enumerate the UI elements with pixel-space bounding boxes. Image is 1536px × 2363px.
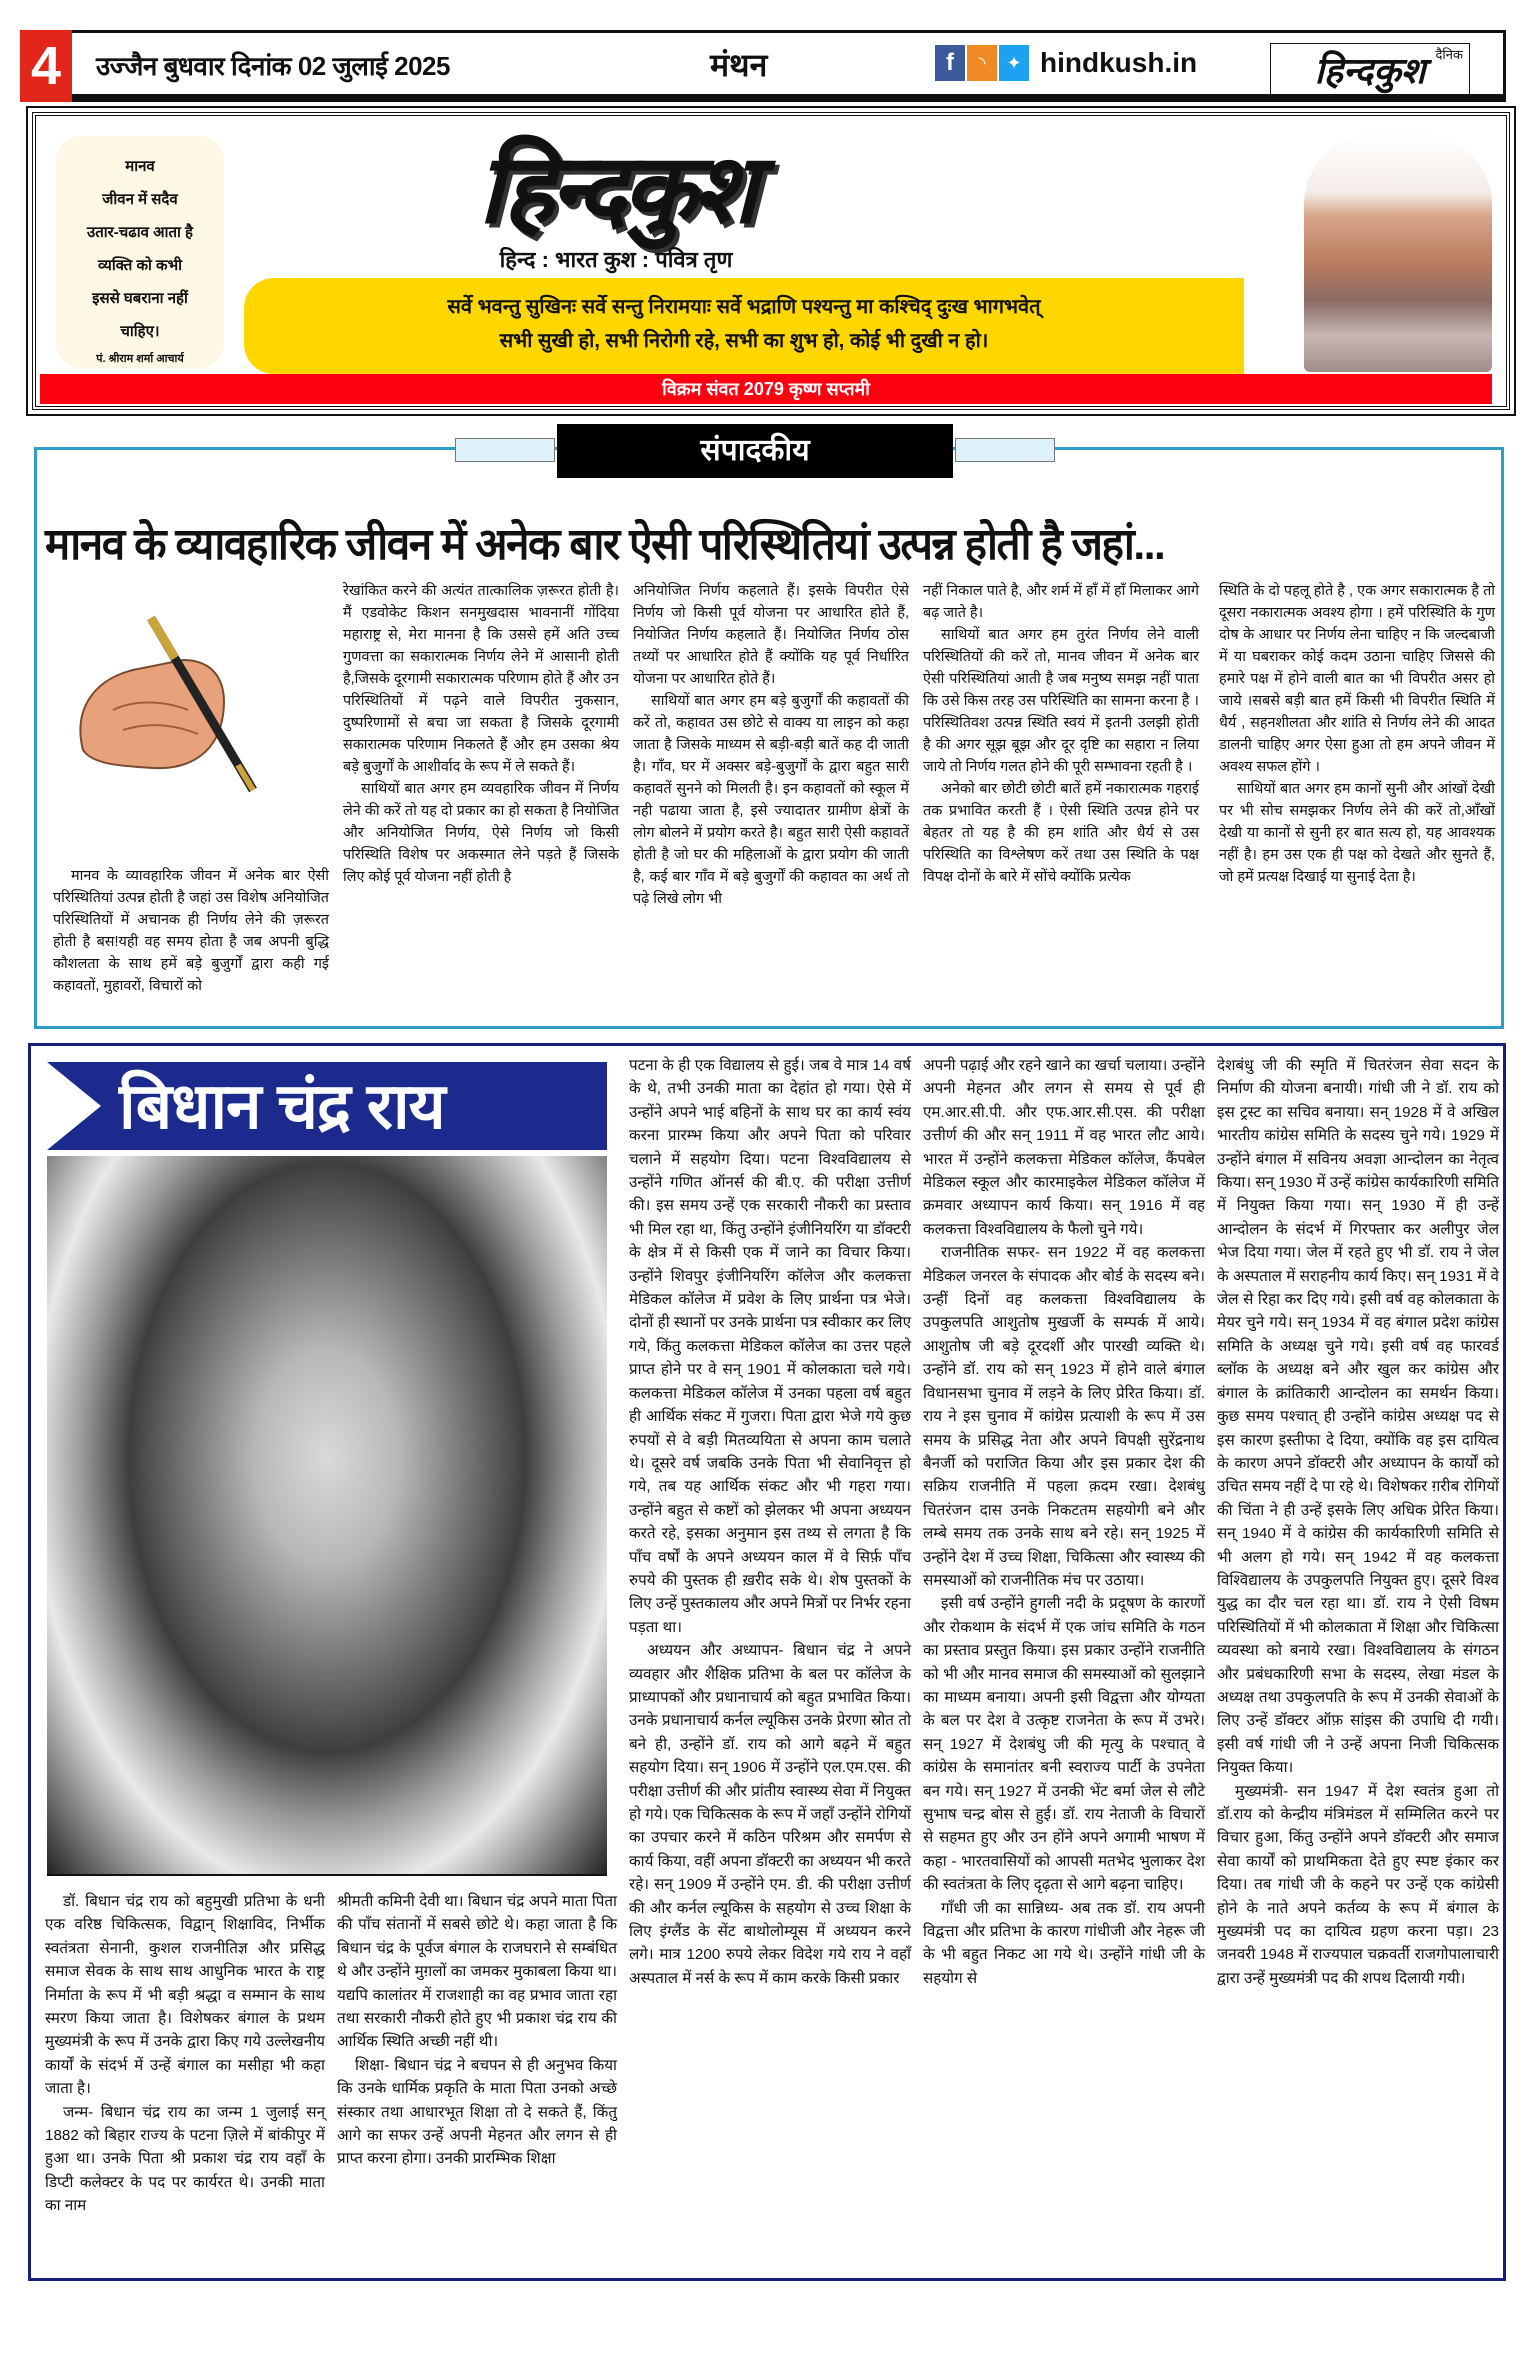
paragraph: देशबंधु जी की स्मृति में चितरंजन सेवा सदन के निर्माण की योजना बनायी। गांधी जी ने डॉ. राय को इस ट्रस्ट का सचिव बनाया। सन् 1928 में वे अखिल भारतीय कांग्रेस समिति के सदस्य चुने गये। 1929 में उन्होंने बंगाल में सविनय अवज्ञा आन्दोलन का नेतृत्व किया। सन् 1930 में उन्हें कांग्रेस कार्यकारिणी समिति में नियुक्त किया गया। सन् 1930 में ही उन्हें आन्दोलन के संदर्भ में गिरफ्तार कर अलीपुर जेल भेज दिया गया। जेल में रहते हुए भी डॉ. राय ने जेल के अस्पताल में सराहनीय कार्य किए। सन् 1931 में वे जेल से रिहा कर दिए गये। इसी वर्ष वह कोलकाता के मेयर चुने गये। सन् 1934 में वह बंगाल प्रदेश कांग्रेस समिति के अध्यक्ष चुने गये। इसी वर्ष वह फारवर्ड ब्लॉक के अध्यक्ष बने और खुल कर कांग्रेस और बंगाल के क्रांतिकारी आन्दोलन का समर्थन किया। कुछ समय पश्चात् ही उन्होंने कांग्रेस अध्यक्ष पद से इस कारण इस्तीफा दे दिया, क्योंकि वह इस दायित्व के कारण अपने डॉक्टरी और अध्यापन के कार्यों को उचित समय नहीं दे पा रहे थे। विशेषकर ग़रीब रोगियों की चिंता ने ही उन्हें इसके लिए अधिक प्रेरित किया। सन् 1940 में वे कांग्रेस की कार्यकारिणी समिति से भी अलग हो गये। सन् 1942 में वह कलकत्ता विश्विद्यालय के उपकुलपति नियुक्त हुए। दूसरे विश्व युद्ध का दौर चल रहा था। डॉ. राय ने ऐसी विषम परिस्थितियों में भी कोलकाता में शिक्षा और चिकित्सा व्यवस्था को बनाये रखा। विश्वविद्यालय के संगठन और प्रबंधकारिणी सभा के सदस्य, लेखा मंडल के अध्यक्ष तथा उपकुलपति के रूप में उनकी सेवाओं के लिए उन्हें डॉक्टर ऑफ़ सांइस की उपाधि दी गयी। इसी वर्ष गांधी जी ने उन्हें अपना निजी चिकित्सक नियुक्त किया। (1217, 1057, 1499, 1777)
paragraph: शिक्षा- बिधान चंद्र ने बचपन से ही अनुभव किया कि उनके धार्मिक प्रकृति के माता पिता उनको अच्छे संस्कार तथा आधारभूत शिक्षा तो दे सकते हैं, किंतु आगे का सफर उन्हें अपनी मेहनत और लगन से ही प्राप्त करना होगा। उनकी प्रारम्भिक शिक्षा (337, 2056, 617, 2168)
pen-hand-illustration (53, 600, 273, 800)
biography-column-4 (923, 1054, 1205, 1990)
paragraph: पटना के ही एक विद्यालय से हुई। जब वे मात्र 14 वर्ष के थे, तभी उनकी माता का देहांत हो गया। ऐसे में उन्होंने अपने भाई बहिनों के साथ घर का कार्य स्वंय करना प्रारम्भ किया और अपने पिता को परिवार चलाने में सहयोग दिया। पटना विश्वविद्यालय से उन्होंने गणित ऑनर्स की बी.ए. की परीक्षा उत्तीर्ण की। इस समय उन्हें एक सरकारी नौकरी का प्रस्ताव भी मिल रहा था, किंतु उन्होंने इंजीनियरिंग या डॉक्टरी के क्षेत्र में से किसी एक में जाने का विचार किया। उन्होंने शिवपुर इंजीनियरिंग कॉलेज और कलकत्ता मेडिकल कॉलेज में प्रवेश के लिए प्रार्थना पत्र भेजे। दोनों ही स्थानों पर उनके प्रार्थना पत्र स्वीकार कर लिए गये, किंतु कलकत्ता मेडिकल कॉलेज का उत्तर पहले प्राप्त होने पर वे सन् 1901 में कोलकाता चले गये। कलकत्ता मेडिकल कॉलेज में उनका पहला वर्ष बहुत ही आर्थिक संकट में गुजरा। पिता द्वारा भेजे गये कुछ रुपयों से वे बड़ी मितव्ययिता से अपना काम चलाते थे। दूसरे वर्ष जबकि उनके पिता भी सेवानिवृत्त हो गये, तब यह आर्थिक संकट और भी गहरा गया। उन्होंने बहुत से कष्टों को झेलकर भी अपना अध्ययन करते रहे, इसका अनुमान इस तथ्य से लगता है कि पाँच वर्षों के अपने अध्ययन काल में वे सिर्फ़ पाँच रुपये की पुस्तक ही ख़रीद सके थे। शेष पुस्तकों के लिए उन्हें पुस्तकालय और अपने मित्रों पर निर्भर रहना पड़ता था। (629, 1057, 911, 1636)
editorial-column-1 (53, 865, 329, 997)
samvat-band: विक्रम संवत 2079 कृष्ण सप्तमी (40, 374, 1492, 404)
section-name: मंथन (710, 47, 768, 83)
quote-line: इससे घबराना नहीं (92, 290, 188, 307)
mini-logo (1270, 43, 1470, 95)
paragraph: गाँधी जी का सान्निध्य- अब तक डॉ. राय अपनी विद्वत्ता और प्रतिभा के कारण गांधीजी और नेहरू जी के भी बहुत निकट आ गये थे। उन्होंने गांधी जी के सहयोग से (923, 1899, 1205, 1987)
paragraph: साथियों बात अगर हम व्यवहारिक जीवन में निर्णय लेने की करें तो यह दो प्रकार का हो सकता है नियोजित और अनियोजित निर्णय, ऐसे निर्णय जो किसी परिस्थिति विशेष पर अकस्मात लेने पड़ते हैं जिसके लिए कोई पूर्व योजना नहीं होती है (343, 781, 619, 885)
daily-label: दैनिक (1435, 47, 1463, 62)
paragraph: जन्म- बिधान चंद्र राय का जन्म 1 जुलाई सन् 1882 को बिहार राज्य के पटना ज़िले में बांकीपुर में हुआ था। उनके पिता श्री प्रकाश चंद्र राय वहाँ के डिप्टी कलेक्टर के पद पर कार्यरत थे। उनकी माता का नाम (45, 2103, 325, 2215)
shloka-translation: सभी सुखी हो, सभी निरोगी रहे, सभी का शुभ हो, कोई भी दुखी न हो। (499, 330, 989, 352)
page-number: 4 (20, 30, 72, 102)
paragraph: मानव के व्यावहारिक जीवन में अनेक बार ऐसी परिस्थितियां उत्पन्न होती है जहां उस विशेष अनियोजित परिस्थितियों में अचानक ही निर्णय लेने की ज़रूरत होती है बस!यही वह समय होता है जब अपनी बुद्धि कौशलता के साथ हमें बड़े बुजुर्गों द्वारा कही गई कहावतों, मुहावरों, विचारों को (53, 868, 329, 994)
biography-section (28, 1043, 1506, 2281)
editorial-tag-wrap (455, 424, 1055, 467)
paragraph: साथियों बात अगर हम कानों सुनी और आंखों देखी पर भी सोच समझकर निर्णय लेने की करें तो,आँखों देखी या कानों से सुनी हर बात सत्य हो, यह आवश्यक नहीं है। हम उस एक ही पक्ष को देखते और सुनते हैं, जो हमें प्रत्यक्ष दिखाई या सुनाई देता है। (1219, 781, 1495, 885)
paragraph: इसी वर्ष उन्होंने हुगली नदी के प्रदूषण के कारणों और रोकथाम के संदर्भ में एक जांच समिति के गठन का प्रस्ताव प्रस्तुत किया। इस प्रकार उन्होंने राजनीति को भी और मानव समाज की समस्याओं को सुलझाने का माध्यम बनाया। अपनी इसी विद्वत्ता और योग्यता के बल पर देश वे उत्कृष्ट राजनेता के रूप में उभरे। सन् 1927 में देशबंधु जी की मृत्यु के पश्चात् वे कांग्रेस के समानांतर बनी स्वराज्य पार्टी के उपनेता बन गये। सन् 1927 में उनकी भेंट बर्मा जेल से लौटे सुभाष चन्द्र बोस से हुई। डॉ. राय नेताजी के विचारों से सहमत हुए और उन होंने अपने अगामी भाषण में कहा - भारतवासियों को आपसी मतभेद भुलाकर देश की स्वतंत्रता के लिए दृढ़ता से आगे बढ़ना चाहिए। (923, 1595, 1205, 1894)
newspaper-logo: हिन्दकुश (478, 132, 754, 245)
biography-photo (47, 1156, 607, 1876)
paragraph: मुख्यमंत्री- सन 1947 में देश स्वतंत्र हुआ तो डॉ.राय को केन्द्रीय मंत्रिमंडल में सम्मिलित करने पर विचार हुआ, किंतु उन्होंने अपने डॉक्टरी और समाज सेवा कार्यों को प्राथमिकता देते हुए स्पष्ट इंकार कर दिया। तब गांधी जी के कहने पर उन्हें एक कांग्रेसी होने के नाते अपने कर्तव्य के रूप में बंगाल के मुख्यमंत्री पद का दायित्व ग्रहण करना पड़ा। 23 जनवरी 1948 में राज्यपाल चक्रवर्ती राजगोपालाचारी द्वारा उन्हें मुख्यमंत्री पद की शपथ दिलायी गयी। (1217, 1782, 1499, 1987)
tag-ornament-left (455, 438, 555, 462)
editorial-tag: संपादकीय (557, 424, 953, 478)
paragraph: अनियोजित निर्णय कहलाते हैं। इसके विपरीत ऐसे निर्णय जो किसी पूर्व योजना पर आधारित होते हैं, नियोजित निर्णय कहलाते हैं। नियोजित निर्णय ठोस तथ्यों पर आधारित होते हैं क्योंकि यह पूर्व निर्धारित योजना पर आधारित होते हैं। (633, 583, 909, 687)
editorial-section (34, 434, 1504, 1029)
masthead (32, 112, 1510, 410)
social-links (935, 45, 1029, 81)
paragraph: डॉ. बिधान चंद्र राय को बहुमुखी प्रतिभा के धनी एक वरिष्ठ चिकित्सक, विद्वान् शिक्षाविद, निर्भीक स्वतंत्रता सेनानी, कुशल राजनीतिज्ञ और प्रसिद्ध समाज सेवक के साथ साथ आधुनिक भारत के राष्ट्र निर्माता के रूप में भी बड़ी श्रद्धा व सम्मान के साथ स्मरण किया जाता है। विशेषकर बंगाल के प्रथम मुख्यमंत्री के रूप में उनके द्वारा किए गये उल्लेखनीय कार्यों के संदर्भ में उन्हें बंगाल का मसीहा भी कहा जाता है। (45, 1893, 325, 2098)
logo-meaning: हिन्द : भारत कुश : पवित्र तृण (499, 247, 733, 272)
paragraph: साथियों बात अगर हम बड़े बुजुर्गों की कहावतों की करें तो, कहावत उस छोटे से वाक्य या लाइन को कहा जाता है जिसके माध्यम से बड़ी-बड़ी बातें कह दी जाती है। गाँव, घर में अक्सर बड़े-बुजुर्गों के द्वारा बहुत सारी कहावतें सुनने को मिलती है। इन कहावतों को स्कूल में नही पढाया जाता है, इसे ज्यादातर ग्रामीण क्षेत्रों के लोग बोलने में प्रयोग करते है। बहुत सारी ऐसी कहावतें होती है जो घर की महिलाओं के द्वारा प्रयोग की जाती है, कई बार गाँव में बड़े बुजुर्गों की कहावत का अर्थ तो पढ़े लिखे लोग भी (633, 693, 909, 907)
shloka-band (244, 278, 1244, 374)
quote-line: मानव (125, 158, 155, 175)
quote-card (56, 136, 224, 368)
tag-ornament-right (955, 438, 1055, 462)
brand-name: हिन्दकुश (1314, 49, 1426, 92)
biography-column-1 (45, 1890, 325, 2218)
paragraph: श्रीमती कमिनी देवी था। बिधान चंद्र अपने माता पिता की पाँच संतानों में सबसे छोटे थे। कहा जाता है कि बिधान चंद्र के पूर्वज बंगाल के राजघराने से सम्बंधित थे और उन्होंने मुग़लों का जमकर मुकाबला किया था। यद्यपि कालांतर में राजशाही का वह प्रभाव जाता रहा तथा सरकारी नौकरी होते हुए भी प्रकाश चंद्र राय की आर्थिक स्थिति अच्छी नहीं थी। (337, 1893, 617, 2051)
editorial-column-3 (633, 580, 909, 910)
paragraph: अनेको बार छोटी छोटी बातें हमें नकारात्मक गहराई तक प्रभावित करती हैं । ऐसी स्थिति उत्पन्न होने पर बेहतर तो यह है की हम शांति और धैर्य से उस परिस्थिति का विश्लेषण करें तथा उस स्थिति के पक्ष विपक्ष दोनों के बारे में सोंचे क्योंकि प्रत्येक (923, 781, 1199, 885)
page-header (20, 30, 1506, 102)
shloka: सर्वे भवन्तु सुखिनः सर्वे सन्तु निरामयाः सर्वे भद्राणि पश्यन्तु मा कश्चिद् दुःख भागभवेत् (447, 296, 1041, 318)
paragraph: साथियों बात अगर हम तुरंत निर्णय लेने वाली परिस्थितियों की करें तो, मानव जीवन में अनेक बार ऐसी परिस्थितियां आती है जब मनुष्य समझ नहीं पाता कि उसे किस तरह उस परिस्थिति का सामना करना है । परिस्थितिवश उत्पन्न स्थिति स्वयं में इतनी उलझी होती है की अगर सूझ बूझ और दूर दृष्टि का सहारा न लिया जाये तो निर्णय गलत होने की पूरी सम्भावना रहती है । (923, 627, 1199, 775)
dateline: उज्जैन बुधवार दिनांक 02 जुलाई 2025 (96, 51, 450, 81)
biography-column-3 (629, 1054, 911, 1990)
paragraph: अपनी पढ़ाई और रहने खाने का खर्चा चलाया। उन्होंने अपनी मेहनत और लगन से समय से पूर्व ही एम.आर.सी.पी. और एफ.आर.सी.एस. की परीक्षा उत्तीर्ण की और सन् 1911 में वह भारत लौट आये। भारत में उन्होंने कलकत्ता मेडिकल कॉलेज, कैंपबेल मेडिकल स्कूल और कारमाइकेल मेडिकल कॉलेज में क्रमवार अध्यापन कार्य किया। सन् 1916 में वह कलकत्ता विश्वविद्यालय के फैलो चुने गये। (923, 1057, 1205, 1238)
website-link[interactable]: hindkush.in (1040, 47, 1198, 78)
quote-line: उतार-चढाव आता है (86, 224, 194, 241)
paragraph: अध्ययन और अध्यापन- बिधान चंद्र ने अपने व्यवहार और शैक्षिक प्रतिभा के बल पर कॉलेज के प्राध्यापकों और प्रधानाचार्य को बहुत प्रभावित किया। उनके प्रधानाचार्य कर्नल ल्यूकिस उनके प्रेरणा स्रोत तो बने ही, उन्होंने डॉ. राय को आगे बढ़ने में बहुत सहयोग दिया। सन् 1906 में उन्होंने एल.एम.एस. की परीक्षा उत्तीर्ण की और प्रांतीय स्वास्थ्य सेवा में नियुक्त हो गये। एक चिकित्सक के रूप में जहाँ उन्होंने रोगियों का उपचार करने में कठिन परिश्रम और समर्पण से कार्य किया, वहीं अपना डॉक्टरी का अध्ययन भी करते रहे। सन् 1909 में उन्होंने एम. डी. की परीक्षा उत्तीर्ण की और कर्नल ल्यूकिस के सहयोग से उच्च शिक्षा के लिए इंग्लैंड के सेंट बाथोलोम्यूस में अध्ययन करने लगे। मात्र 1200 रुपये लेकर विदेश गये राय ने वहाँ अस्पताल में नर्स के रूप में काम करके किसी प्रकार (629, 1642, 911, 1987)
editorial-column-2 (343, 580, 619, 888)
quote-line: चाहिए। (120, 323, 160, 340)
biography-column-5 (1217, 1054, 1499, 1990)
facebook-icon[interactable]: f (935, 45, 965, 81)
paragraph: राजनीतिक सफर- सन 1922 में वह कलकत्ता मेडिकल जनरल के संपादक और बोर्ड के सदस्य बने। उन्हीं दिनों वह कलकत्ता विश्वविद्यालय के उपकुलपति आशुतोष मुखर्जी के सम्पर्क में आये। आशुतोष जी बड़े दूरदर्शी और पारखी व्यक्ति थे। उन्होंने डॉ. राय को सन् 1923 में होने वाले बंगाल विधानसभा चुनाव में लड़ने के लिए प्रेरित किया। डॉ. राय ने इस चुनाव में कांग्रेस प्रत्याशी के रूप में उस समय के प्रसिद्ध नेता और अपने विपक्षी सुरेंद्रनाथ बैनर्जी को पराजित किया और इस प्रकार देश की सक्रिय राजनीति में पहला क़दम रखा। देशबंधु चितरंजन दास उनके निकटतम सहयोगी बने और लम्बे समय तक उनके साथ बने रहे। सन् 1925 में उन्होंने देश में उच्च शिक्षा, चिकित्सा और स्वास्थ्य की समस्याओं को राजनीतिक मंच पर उठाया। (923, 1244, 1205, 1589)
editorial-column-5 (1219, 580, 1495, 888)
rss-icon[interactable]: ◝ (967, 45, 997, 81)
biography-column-2 (337, 1890, 617, 2171)
quote-line: जीवन में सदैव (102, 191, 178, 208)
paragraph: रेखांकित करने की अत्यंत तात्कालिक ज़रूरत होती है।मैं एडवोकेट किशन सनमुखदास भावनानीं गोंदिया महाराष्ट्र से, मेरा मानना है कि उससे हमें अति उच्च गुणवत्ता का सकारात्मक निर्णय लेने में आसानी होती है,जिसके दूरगामी सकारात्मक परिणाम होते हैं और उन परिस्थितियों में पढ़ने वाले विपरीत नुकसान, दुष्परिणामों से बचा जा सकता है जिसके दूरगामी सकारात्मक परिणाम निकलते हैं और हम उसका श्रेय बड़े बुजुर्गों के आशीर्वाद के रूप में ले सकते हैं। (343, 583, 619, 775)
editorial-headline: मानव के व्यावहारिक जीवन में अनेक बार ऐसी परिस्थितियां उत्पन्न होती है जहां... (45, 520, 1165, 569)
biography-title: बिधान चंद्र राय (47, 1062, 607, 1150)
editorial-column-4 (923, 580, 1199, 888)
quote-author: पं. श्रीराम शर्मा आचार्य (96, 353, 184, 365)
founder-portrait (1304, 132, 1492, 372)
paragraph: नहीं निकाल पाते है, और शर्म में हाँ में हाँ मिलाकर आगे बढ़ जाते है। (923, 583, 1199, 621)
paragraph: स्थिति के दो पहलू होते है , एक अगर सकारात्मक है तो दूसरा नकारात्मक अवश्य होगा । हमें परिस्थिति के गुण दोष के आधार पर निर्णय लेना चाहिए न कि जल्दबाजी में या घबराकर कोई कदम उठाना चाहिए जिससे की हमारे पक्ष में होने वाली बात का भी विपरीत असर हो जाये ।सबसे बड़ी बात हमें किसी भी विपरीत स्थिति में धैर्य , सहनशीलता और शांति से निर्णय लेने की आदत डालनी चाहिए अगर ऐसा हुआ तो हम अपने जीवन में अवश्य सफल होंगे । (1219, 583, 1495, 775)
twitter-icon[interactable]: ✦ (999, 45, 1029, 81)
quote-line: व्यक्ति को कभी (98, 257, 182, 274)
